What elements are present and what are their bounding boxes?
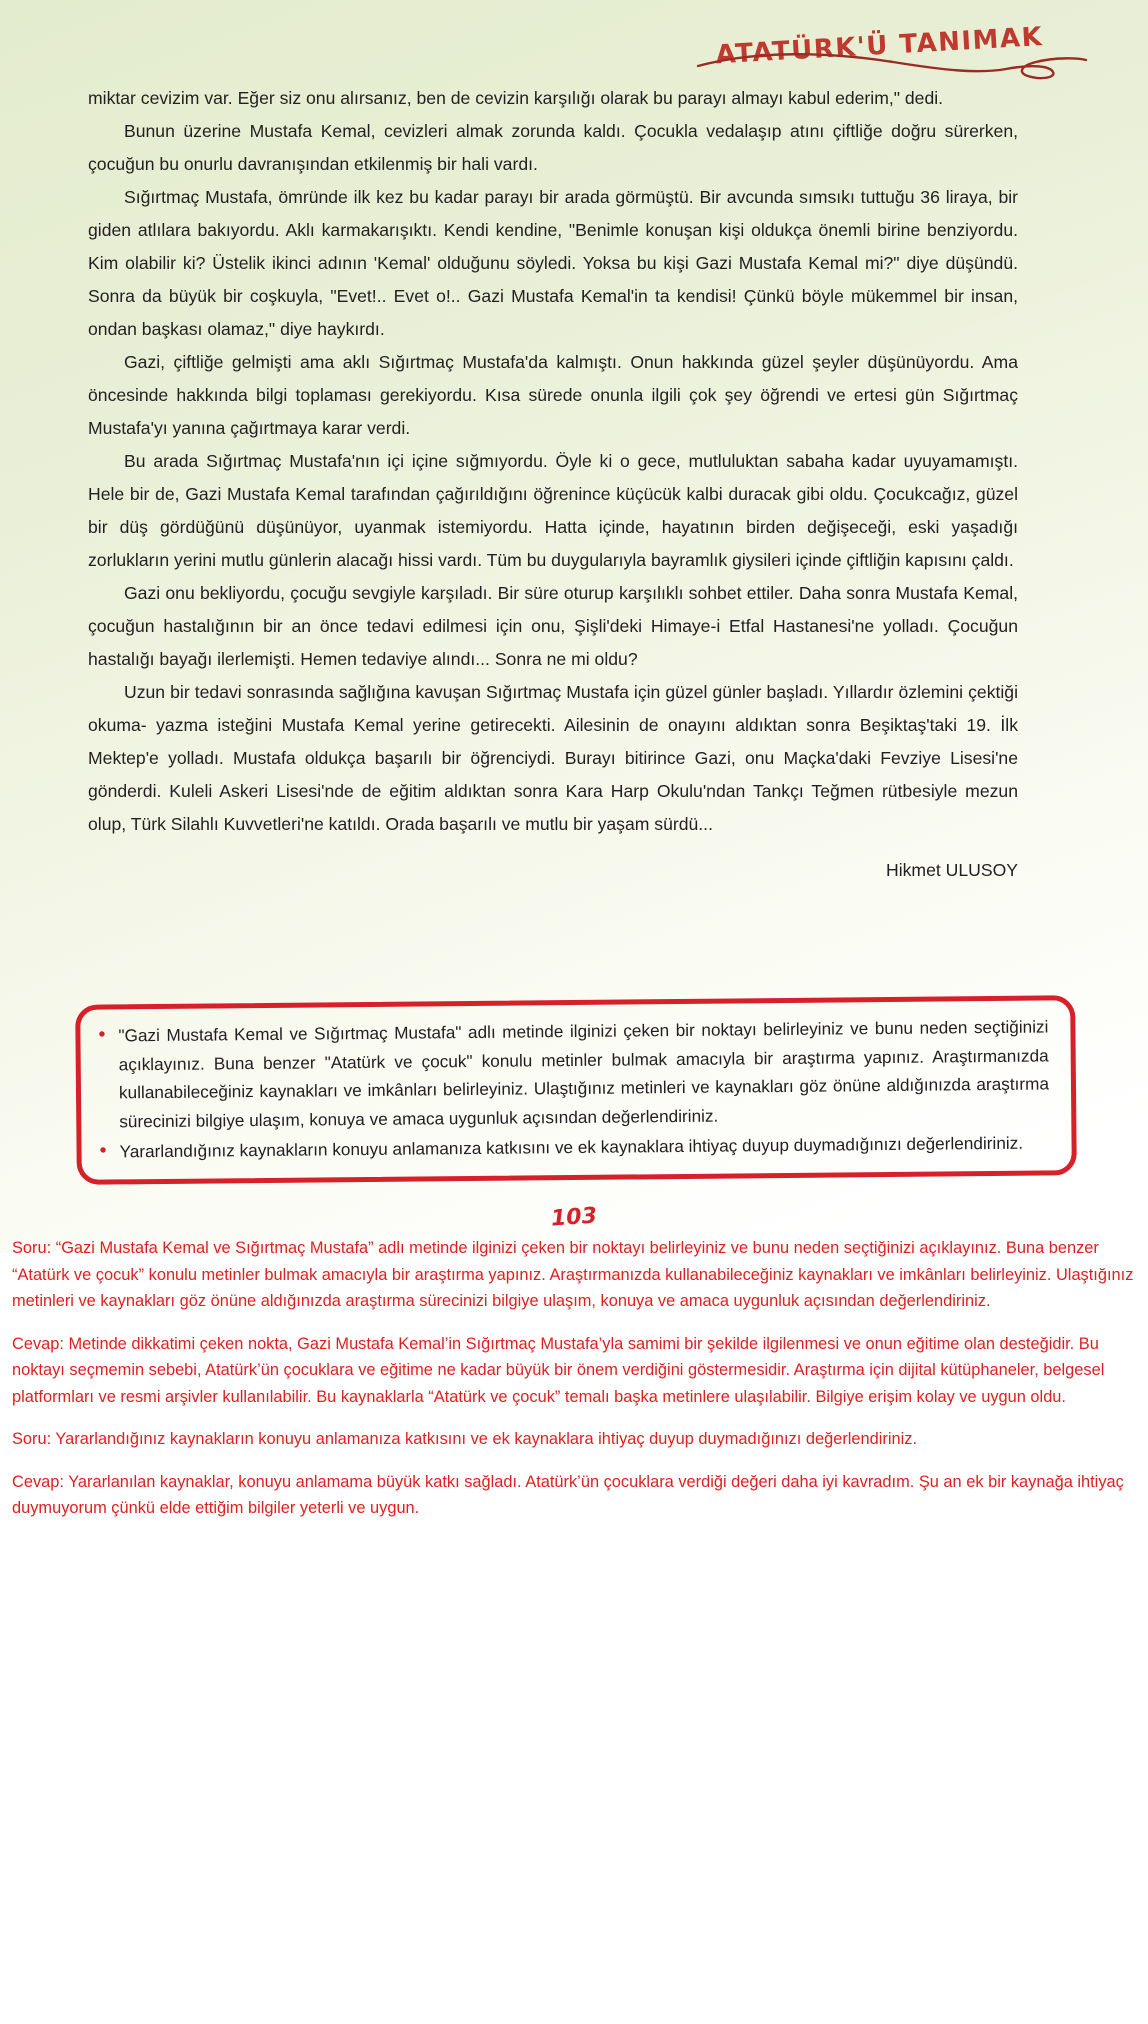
list-item: • "Gazi Mustafa Kemal ve Sığırtmaç Mustafa" adlı metinde ilginizi çeken bir noktayı belirleyiniz ve bunu neden seçtiğinizi açıklayınız. Buna benzer "Atatürk ve çocuk" konulu metinler bulmak amacıyla bir araştırma yapınız. Araştırmanızda kullanabileceğiniz kaynakları ve imkânları belirleyiniz. Ulaştığınız metinleri ve kaynakları göz önüne aldığınızda araştırma sürecinizi bilgiye ulaşım, konuya ve amaca uygunluk açısından değerlendiriniz. xyxy=(94,1012,1049,1135)
answer-overlay xyxy=(12,1235,1136,1522)
paragraph: Bu arada Sığırtmaç Mustafa'nın içi içine sığmıyordu. Öyle ki o gece, mutluluktan sabaha kadar uyuyamamıştı. Hele bir de, Gazi Mustafa Kemal tarafından çağırıldığını öğrenince küçücük kalbi duracak gibi oldu. Çocukcağız, güzel bir düş gördüğünü düşünüyor, uyanmak istemiyordu. Hatta içinde, hayatının birden değişeceği, eski yaşadığı zorlukların yerini mutlu günlerin alacağı hissi vardı. Tüm bu duygularıyla bayramlık giysileri içinde çiftliğin kapısını çaldı. xyxy=(88,451,1018,570)
page-number: 103 xyxy=(550,1203,598,1232)
question-text: Soru: “Gazi Mustafa Kemal ve Sığırtmaç Mustafa” adlı metinde ilginizi çeken bir noktayı belirleyiniz ve bunu neden seçtiğinizi açıklayınız. Buna benzer “Atatürk ve çocuk” konulu metinler bulmak amacıyla bir araştırma yapınız. Araştırmanızda kullanabileceğiniz kaynakları ve imkânları belirleyiniz. Ulaştığınız metinleri ve kaynakları göz önüne aldığınızda araştırma sürecinizi bilgiye ulaşım, konuya ve amaca uygunluk açısından değerlendiriniz. xyxy=(12,1239,1134,1310)
answer-text: Cevap: Yararlanılan kaynaklar, konuyu anlamama büyük katkı sağladı. Atatürk’ün çocuklara verdiği değeri daha iyi kavradım. Şu an ek bir kaynağa ihtiyaç duymuyorum çünkü elde ettiğim bilgiler yeterli ve uygun. xyxy=(12,1472,1124,1517)
activity-list xyxy=(94,1012,1049,1168)
paragraph: Uzun bir tedavi sonrasında sağlığına kavuşan Sığırtmaç Mustafa için güzel günler başladı. Yıllardır özlemini çektiği okuma- yazma isteğini Mustafa Kemal yerine getirecekti. Ailesinin de onayını aldıktan sonra Beşiktaş'taki 19. İlk Mektep'e yolladı. Mustafa oldukça başarılı bir öğrenciydi. Burayı bitirince Gazi, onu Maçka'daki Fevziye Lisesi'ne gönderdi. Kuleli Askeri Lisesi'nde de eğitim aldıktan sonra Kara Harp Okulu'ndan Tankçı Teğmen rütbesiyle mezun olup, Türk Silahlı Kuvvetleri'ne katıldı. Orada başarılı ve mutlu bir yaşam sürdü... xyxy=(88,682,1018,834)
paragraph: Bunun üzerine Mustafa Kemal, cevizleri almak zorunda kaldı. Çocukla vedalaşıp atını çiftliğe doğru sürerken, çocuğun bu onurlu davranışından etkilenmiş bir hali vardı. xyxy=(88,121,1018,174)
paragraph: Gazi onu bekliyordu, çocuğu sevgiyle karşıladı. Bir süre oturup karşılıklı sohbet ettiler. Daha sonra Mustafa Kemal, çocuğun hastalığının bir an önce tedavi edilmesi için onu, Şişli'deki Himaye-i Etfal Hastanesi'ne yolladı. Çocuğun hastalığı bayağı ilerlemişti. Hemen tedaviye alındı... Sonra ne mi oldu? xyxy=(88,583,1018,669)
author-byline: Hikmet ULUSOY xyxy=(886,860,1018,880)
paragraph: Sığırtmaç Mustafa, ömründe ilk kez bu kadar parayı bir arada görmüştü. Bir avcunda sımsıkı tuttuğu 36 liraya, bir giden atlılara bakıyordu. Aklı karmakarışıktı. Kendi kendine, "Benimle konuşan kişi oldukça önemli birine benziyordu. Kim olabilir ki? Üstelik ikinci adının 'Kemal' olduğunu söyledi. Yoksa bu kişi Gazi Mustafa Kemal mi?" diye düşündü. Sonra da büyük bir coşkuyla, "Evet!.. Evet o!.. Gazi Mustafa Kemal'in ta kendisi! Çünkü böyle mükemmel bir insan, ondan başkası olamaz," diye haykırdı. xyxy=(88,187,1018,339)
answer-text: Cevap: Metinde dikkatimi çeken nokta, Gazi Mustafa Kemal’in Sığırtmaç Mustafa’yla samimi bir şekilde ilgilenmesi ve onun eğitime olan desteğidir. Bu noktayı seçmemin sebebi, Atatürk’ün çocuklara ve eğitime ne kadar büyük bir önem verdiğini göstermesidir. Araştırma için dijital kütüphaneler, belgesel platformları ve resmi arşivler kullanılabilir. Bu kaynaklarla “Atatürk ve çocuk” temalı başka metinlere ulaşılabilir. Bilgiye erişim kolay ve uygun oldu. xyxy=(12,1334,1105,1406)
paragraph: miktar cevizim var. Eğer siz onu alırsanız, ben de cevizin karşılığı olarak bu parayı almayı kabul ederim," dedi. xyxy=(88,88,944,108)
brand-title: ATATÜRK'Ü TANIMAK xyxy=(714,22,1044,71)
page-header xyxy=(676,8,1096,78)
article-body xyxy=(88,82,1018,885)
list-item: • Yararlandığınız kaynakların konuyu anlamanıza katkısını ve ek kaynaklara ihtiyaç duyup duymadığınızı değerlendiriniz. xyxy=(95,1128,1049,1166)
paragraph: Gazi, çiftliğe gelmişti ama aklı Sığırtmaç Mustafa'da kalmıştı. Onun hakkında güzel şeyler düşünüyordu. Ama öncesinde hakkında bilgi toplaması gerekiyordu. Kısa sürede onunla ilgili çok şey öğrendi ve ertesi gün Sığırtmaç Mustafa'yı yanına çağırtmaya karar verdi. xyxy=(88,352,1018,438)
activity-box xyxy=(75,995,1077,1185)
brand-underline-swoosh xyxy=(688,44,1088,82)
question-text: Soru: Yararlandığınız kaynakların konuyu anlamanıza katkısını ve ek kaynaklara ihtiyaç duyup duymadığınızı değerlendiriniz. xyxy=(12,1430,918,1448)
